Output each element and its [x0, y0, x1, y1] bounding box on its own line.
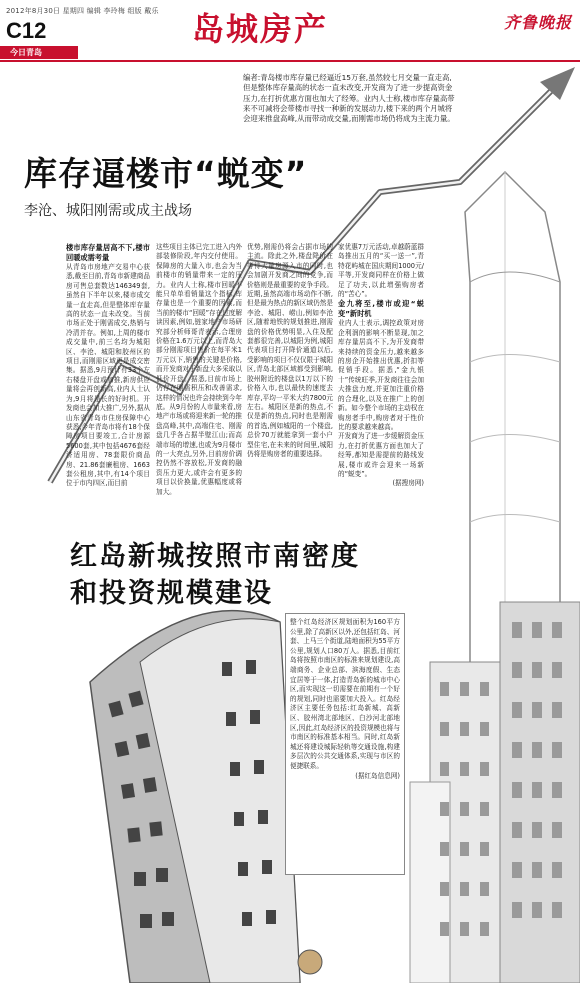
- page-meta: 2012年8月30日 星期四 编辑 李玲梅 组版 戴乐: [6, 7, 159, 15]
- today-label: 今日青岛: [10, 48, 42, 57]
- story2-headline-line2: 和投资规模建设: [70, 578, 273, 609]
- story1-subhead: 李沧、城阳刚需或成主战场: [24, 203, 192, 219]
- story1-lead: 编者:青岛楼市库存量已经逼近15万套,虽然较七月交量一直走高,但是整体库存量高的状态一直未改变,开发商为了进一步提高资金压力,在打折优惠方面也加大了经筹。业内人士称,楼市库存量高带来不可减将会带楼市寻找一种新的发展动力,楼下来的两个月城将会迎来推盘高峰,从而带动成交量,而刚需市场仍将成为主流力量。: [243, 73, 455, 124]
- section-title: 岛城房产: [192, 10, 329, 48]
- story1-credit: (据搜房网): [392, 479, 424, 488]
- story1-column-1: [66, 243, 150, 489]
- story1-column-4: [338, 243, 424, 489]
- story1-col4-subhead: 金九将至,楼市或迎“蜕变”新时机: [338, 299, 424, 319]
- story1-column-3: 优势,刚需仍将会占据市场的主流。除此之外,楼盘降价在等待大量房源入市的同时,也会加剧开发商之间的竞争,而价格则是最重要的竞争手段。近期,虽然高端市场动作不断,但是最为热点的新区域仍然是李沧、城阳、崂山,例如李沧区,随着地铁的规划推进,刚需盘的价格优势明显,入住及配套都很完善,以城阳为例,城阳代表项目打开降价通道以后,受影响的项目不仅仅限于城阳区,青岛北部区域都受到影响,胶州附近的楼盘以1万以下的价格入市,也以最快的速度去库存,平均一平米大约7800元左右。城阳区是新的热点,不仅是新的热点,同时也是刚需的首选,例如城阳的一个楼盘,总价70万就能拿到一套小户型住宅,在未来的时间里,城阳仍将是购房者的重要选择。: [247, 243, 333, 458]
- story1-col1-body: 从青岛市房地产交易中心获悉,截至目前,青岛市新建商品房可售总套数达146349套,虽然自下半年以来,楼市成交量一直走高,但是整体库存量高的状态一直未改变。当前市场正处于刚需成交,热销与冷清并存。例如,上周的楼市成交量中,前三名均为城阳区、李沧、城阳和胶州区的项目,而刚需区域更是成交密集。据悉,9月预计有33个左右楼盘开盘或加推,新房供应量将会再创新高,业内人士认为,9月将是长的好时机。开发商也会加大推广,另外,据从山东省青岛市住房保障中心获悉,今年青岛市将有18个保障房项目要竣工,合计房源5600套,其中包括4676套经济适用房、78套限价商品房、21.86套廉租房、1663套公租房,其中,有14个项目位于市内四区,而目前: [66, 263, 150, 488]
- story2-headline-line1: 红岛新城按照市南密度: [70, 541, 360, 572]
- story2-body-box: [285, 613, 405, 875]
- today-label-bar: [0, 46, 78, 59]
- story1-column-2: 这些项目主体已完工进入内外部装修阶段,年内交付使用。保障房的大量入市,也会为当前楼市的销量带来一定的压力。业内人士称,楼市回暖不能只单单看销量这个指标,库存量也是一个重要的因素,而当前的楼市“回暖”存在过度解读因素,例如,链家地产市场研究部分析师哥青表示,合理房价格在1.6万元以上,而青岛大部分刚需项目售价在每平米1万元以下,销售的关键是价格,而开发商对于新盘大多采取以低价开盘。据悉,目前市场上仍存在刚需积压和改善需求,这样的情况也许会持续到今年底。从9月份的人市量来看,房地产市场或将迎来新一轮的推盘高峰,其中,高端住宅、刚需盘几乎各占据半壁江山;而高端市场的增速,也或为9月楼市的一大亮点,另外,目前房价调控仍然不容放松,开发商的融资压力更大,或许会有更多的项目以价换量,优惠幅度或将加大。: [156, 243, 242, 496]
- story2-body: 整个红岛经济区规划面积为160平方公里,除了高新区以外,还包括红岛、河套、上马三个街道,陆地面积为55平方公里,规划人口80万人。据悉,目前红岛将按照市南区的标准来规划建设,高端商务、企业总部、滨海度假、生态宜居等于一体,打造青岛新的城市中心区,而实现这一切需要在前期有一个好的规划,同时也需要加大投入。红岛经济区主要任务包括:红岛新城、高新区、胶州湾北部地区、白沙河北部地区,因此,红岛经济区的投资规模也将与市南区的标准基本相当。同时,红岛新城还将建设城际轻轨等交通设施,构建多层次的公共交通体系,实现与市区的便捷联系。: [290, 618, 400, 770]
- page-number: C12: [6, 18, 47, 43]
- story1-col1-subhead: 楼市库存量居高不下,楼市回暖或需考量: [66, 243, 150, 262]
- story1-col4b-body: 业内人士表示,调控政策对房企利润的影响不断显现,加之库存量居高不下,为开发商带来持续的资金压力,越来越多的房企开始推出优惠,折扣等促销手段。据悉,“金九银十”传统旺季,开发商往往会加大推盘力度,并更加注重价格的合理化,以及在推广上的创新。如今整个市场的主动权在购房者手中,购房者对于性价比的要求越来越高。: [338, 319, 424, 431]
- story1-col4-body: 家优惠7万元活动,卓越蔚蓝群岛推出五月的“买一送一”,青特花屿城在国庆期间1000元/平等,开发商同样在价格上做足了功夫,以此增强购房者的“苦心”。: [338, 243, 424, 299]
- story2-credit: (据红岛信息网): [355, 771, 400, 780]
- paper-logo: 齐鲁晚报: [503, 13, 572, 32]
- story2-headline: [70, 538, 360, 612]
- story1-headline: 库存逼楼市“蜕变”: [24, 154, 308, 193]
- story1-col4c-body: 开发商为了进一步缓解资金压力,在打折优惠方面也加大了经筹,都知是需提前的路线发展,楼市或许会迎来一场新的“蜕变”。: [338, 432, 424, 478]
